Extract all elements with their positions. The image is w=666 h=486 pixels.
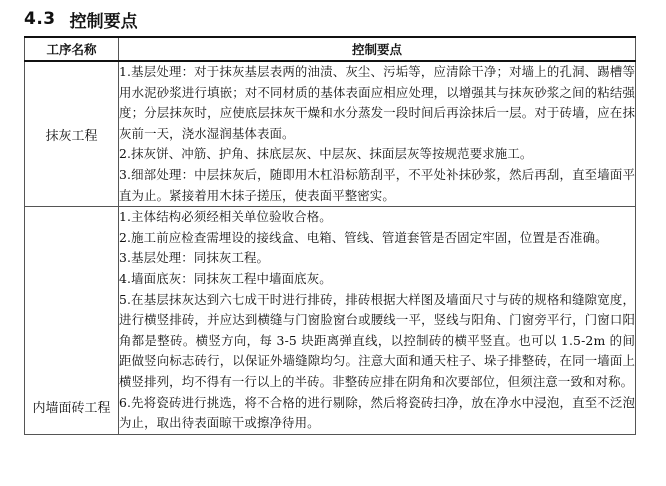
section-number: 4.3 (24, 9, 56, 29)
list-item: 4.墙面底灰：同抹灰工程中墙面底灰。 (119, 270, 332, 286)
control-points-table (24, 36, 636, 435)
list-item: 6.先将瓷砖进行挑选，将不合格的进行剔除，然后将瓷砖扫净，放在净水中浸泡，直至不泛泡为止，取出待表面晾干或擦净待用。 (119, 394, 635, 431)
list-item: 3.基层处理：同抹灰工程。 (119, 250, 270, 266)
list-item: 5.在基层抹灰达到六七成干时进行排砖，排砖根据大样图及墙面尺寸与砖的规格和缝隙宽度，进行横竖排砖，并应达到横缝与门窗脸窗台或腰线一平，竖线与阳角、门窗旁平行，门窗口阳角都是整砖。横竖方向，每 3-5 块距离弹直线，以控制砖的横平竖直。也可以 1.5-2m 的间距做竖向标志砖行，以保证外墙缝隙均匀。注意大面和通天柱子、垛子排整砖，在同一墙面上横竖排列，均不得有一行以上的半砖。非整砖应排在阴角和次要部位，但须注意一致和对称。 (119, 291, 635, 389)
list-item: 1.主体结构必须经相关单位验收合格。 (119, 209, 332, 225)
list-item: 1.基层处理：对于抹灰基层表两的油渍、灰尘、污垢等，应清除干净；对墙上的孔洞、踢槽等用水泥砂浆进行填嵌；对不同材质的基体表面应相应处理，以增强其与抹灰砂浆之间的粘结强度；分层抹灰时，应使底层抹灰干燥和水分蒸发一段时间后再涂抹后一层。对于砖墙，应在抹灰前一天，浇水湿润基体表面。 (119, 64, 635, 141)
list-item: 3.细部处理：中层抹灰后，随即用木杠沿标筋刮平，不平处补抹砂浆，然后再刮，直至墙面平直为止。紧接着用木抹子搓压，使表面平整密实。 (119, 166, 635, 203)
table-row (25, 207, 636, 435)
table-header-row (25, 37, 636, 61)
control-points-plastering (119, 61, 636, 207)
section-heading (24, 4, 138, 34)
control-points-interior-tiles (119, 207, 636, 435)
section-title: 控制要点 (69, 11, 138, 32)
header-control-points: 控制要点 (119, 37, 636, 61)
list-item: 2.抹灰饼、冲筋、护角、抹底层灰、中层灰、抹面层灰等按规范要求施工。 (119, 146, 533, 162)
header-process-name: 工序名称 (25, 37, 119, 61)
list-item: 2.施工前应检查需埋设的接线盒、电箱、管线、管道套管是否固定牢固，位置是否准确。 (119, 229, 608, 245)
table-row (25, 61, 636, 207)
process-name-plastering: 抹灰工程 (25, 61, 119, 207)
process-name-interior-tiles: 内墙面砖工程 (25, 207, 119, 435)
